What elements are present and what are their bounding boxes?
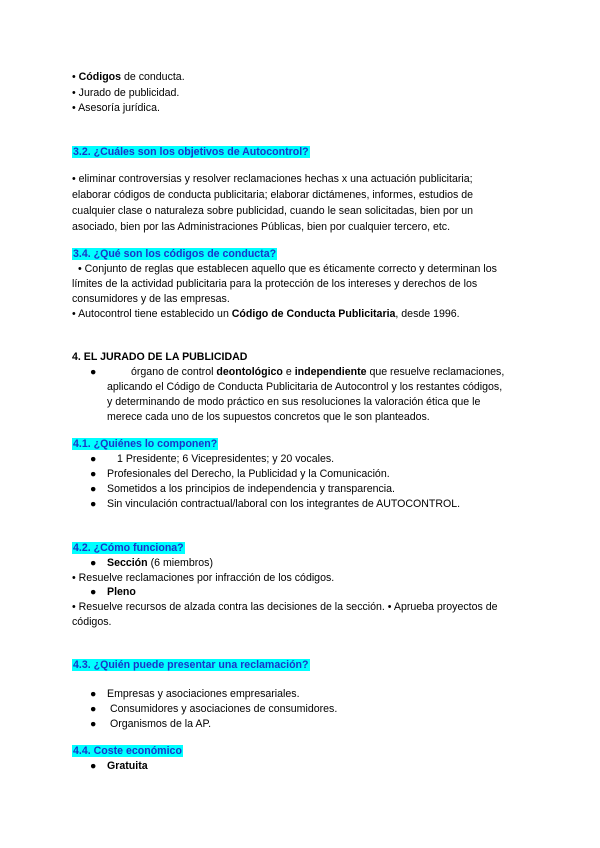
paragraph-line: códigos.: [72, 616, 112, 628]
paragraph-line: • Resuelve recursos de alzada contra las decisiones de la sección. • Aprueba proyectos de: [72, 601, 498, 613]
paragraph-line: • Resuelve reclamaciones por infracción de los códigos.: [72, 572, 335, 584]
list-item: Organismos de la AP.: [110, 718, 212, 730]
list-item: Profesionales del Derecho, la Publicidad y la Comunicación.: [107, 468, 390, 480]
bullet-dot: ●: [90, 703, 97, 715]
section-heading: 4.4. Coste económico: [73, 745, 182, 757]
paragraph-line: consumidores y de las empresas.: [72, 293, 230, 305]
list-item: 1 Presidente; 6 Vicepresidentes; y 20 vocales.: [117, 453, 335, 465]
list-item: Empresas y asociaciones empresariales.: [107, 688, 300, 700]
section-heading: 3.4. ¿Qué son los códigos de conducta?: [73, 248, 277, 260]
list-item: • Códigos de conducta.: [72, 71, 185, 83]
paragraph-line: límites de la actividad publicitaria para la protección de los intereses y derechos de los: [72, 278, 478, 290]
bullet-dot: ●: [90, 688, 97, 700]
list-item: • Asesoría jurídica.: [72, 102, 160, 114]
paragraph-line: y determinando de modo práctico en sus resoluciones la valoración ética que le: [107, 396, 481, 408]
list-item: Sin vinculación contractual/laboral con los integrantes de AUTOCONTROL.: [107, 498, 461, 510]
section-heading: 4.3. ¿Quién puede presentar una reclamación?: [73, 659, 309, 671]
paragraph-line: elaborar códigos de conducta publicitaria; elaborar dictámenes, informes, estudios de: [72, 189, 474, 201]
bullet-dot: ●: [90, 586, 97, 598]
paragraph-line: • Conjunto de reglas que establecen aquello que es éticamente correcto y determinan los: [78, 263, 497, 275]
list-item: Consumidores y asociaciones de consumidores.: [110, 703, 338, 715]
list-item: Sometidos a los principios de independencia y transparencia.: [107, 483, 395, 495]
section-heading: 4.2. ¿Cómo funciona?: [73, 542, 184, 554]
bullet-dot: ●: [90, 557, 97, 569]
paragraph-line: • eliminar controversias y resolver reclamaciones hechas x una actuación publicitaria;: [72, 173, 473, 185]
paragraph-line: • Autocontrol tiene establecido un Código de Conducta Publicitaria, desde 1996.: [72, 308, 460, 320]
list-item: Sección (6 miembros): [107, 557, 213, 569]
bullet-dot: ●: [90, 468, 97, 480]
list-item: • Jurado de publicidad.: [72, 87, 180, 99]
list-item: Pleno: [107, 586, 136, 598]
paragraph-line: aplicando el Código de Conducta Publicitaria de Autocontrol y los restantes códigos,: [107, 381, 503, 393]
bullet-dot: ●: [90, 498, 97, 510]
paragraph-line: cualquier clase o naturaleza sobre publicidad, cuando le sean solicitadas, bien por un: [72, 205, 474, 217]
bullet-dot: ●: [90, 366, 97, 378]
section-heading: 3.2. ¿Cuáles son los objetivos de Autocontrol?: [73, 146, 309, 158]
bullet-dot: ●: [90, 453, 97, 465]
section-heading: 4. EL JURADO DE LA PUBLICIDAD: [72, 351, 248, 363]
paragraph-line: merece cada uno de los supuestos concretos que le son planteados.: [107, 411, 430, 423]
bullet-dot: ●: [90, 718, 97, 730]
paragraph-line: asociado, bien por las Administraciones Públicas, bien por cualquier tercero, etc.: [72, 221, 451, 233]
bullet-dot: ●: [90, 483, 97, 495]
paragraph-line: órgano de control deontológico e independiente que resuelve reclamaciones,: [131, 366, 505, 378]
list-item: Gratuita: [107, 760, 148, 772]
section-heading: 4.1. ¿Quiénes lo componen?: [73, 438, 218, 450]
bullet-dot: ●: [90, 760, 97, 772]
